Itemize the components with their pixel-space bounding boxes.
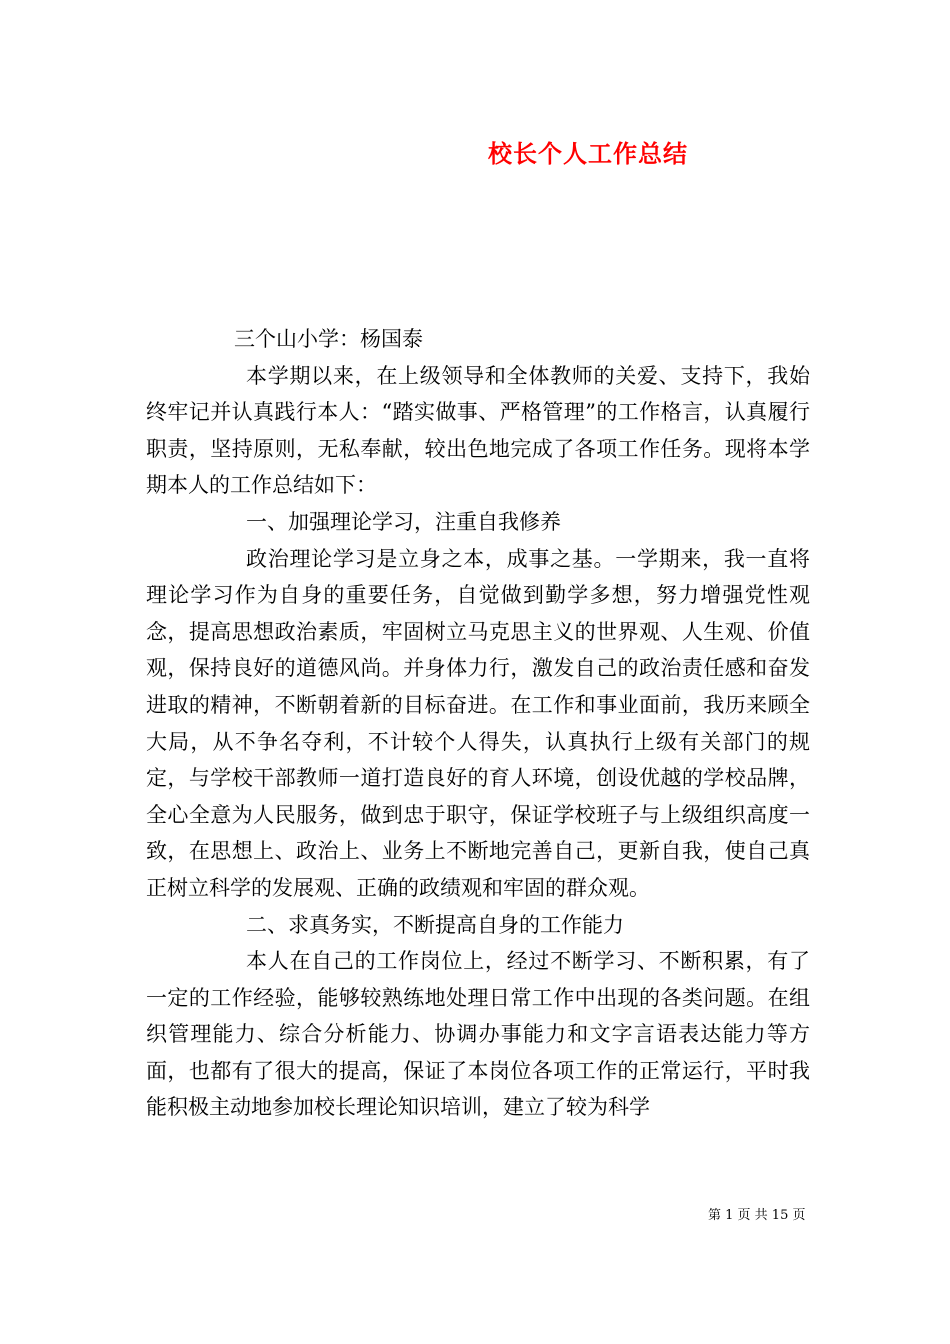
page-number-footer: 第 1 页 共 15 页 — [708, 1208, 806, 1223]
section-heading-2: 二、求真务实，不断提高自身的工作能力 — [246, 912, 624, 937]
intro-paragraph: 本学期以来，在上级领导和全体教师的关爱、支持下，我始终牢记并认真践行本人：“踏实做事、严格管理”的工作格言，认真履行职责，坚持原则，无私奉献，较出色地完成了各项工作任务。现将本学期本人的工作总结如下： — [146, 363, 810, 498]
author-line: 三个山小学：杨国泰 — [234, 327, 423, 351]
document-title: 校长个人工作总结 — [488, 139, 688, 168]
section-heading-1: 一、加强理论学习，注重自我修养 — [246, 509, 561, 534]
document-body — [146, 321, 810, 1126]
section-1-paragraph: 政治理论学习是立身之本，成事之基。一学期来，我一直将理论学习作为自身的重要任务，自觉做到勤学多想，努力增强党性观念，提高思想政治素质，牢固树立马克思主义的世界观、人生观、价值观，保持良好的道德风尚。并身体力行，激发自己的政治责任感和奋发进取的精神，不断朝着新的目标奋进。在工作和事业面前，我历来顾全大局，从不争名夺利，不计较个人得失，认真执行上级有关部门的规定，与学校干部教师一道打造良好的育人环境，创设优越的学校品牌，全心全意为人民服务，做到忠于职守，保证学校班子与上级组织高度一致，在思想上、政治上、业务上不断地完善自己，更新自我，使自己真正树立科学的发展观、正确的政绩观和牢固的群众观。 — [146, 546, 810, 900]
section-2-paragraph: 本人在自己的工作岗位上，经过不断学习、不断积累，有了一定的工作经验，能够较熟练地处理日常工作中出现的各类问题。在组织管理能力、综合分析能力、协调办事能力和文字言语表达能力等方面，也都有了很大的提高，保证了本岗位各项工作的正常运行，平时我能积极主动地参加校长理论知识培训，建立了较为科学 — [146, 949, 810, 1120]
